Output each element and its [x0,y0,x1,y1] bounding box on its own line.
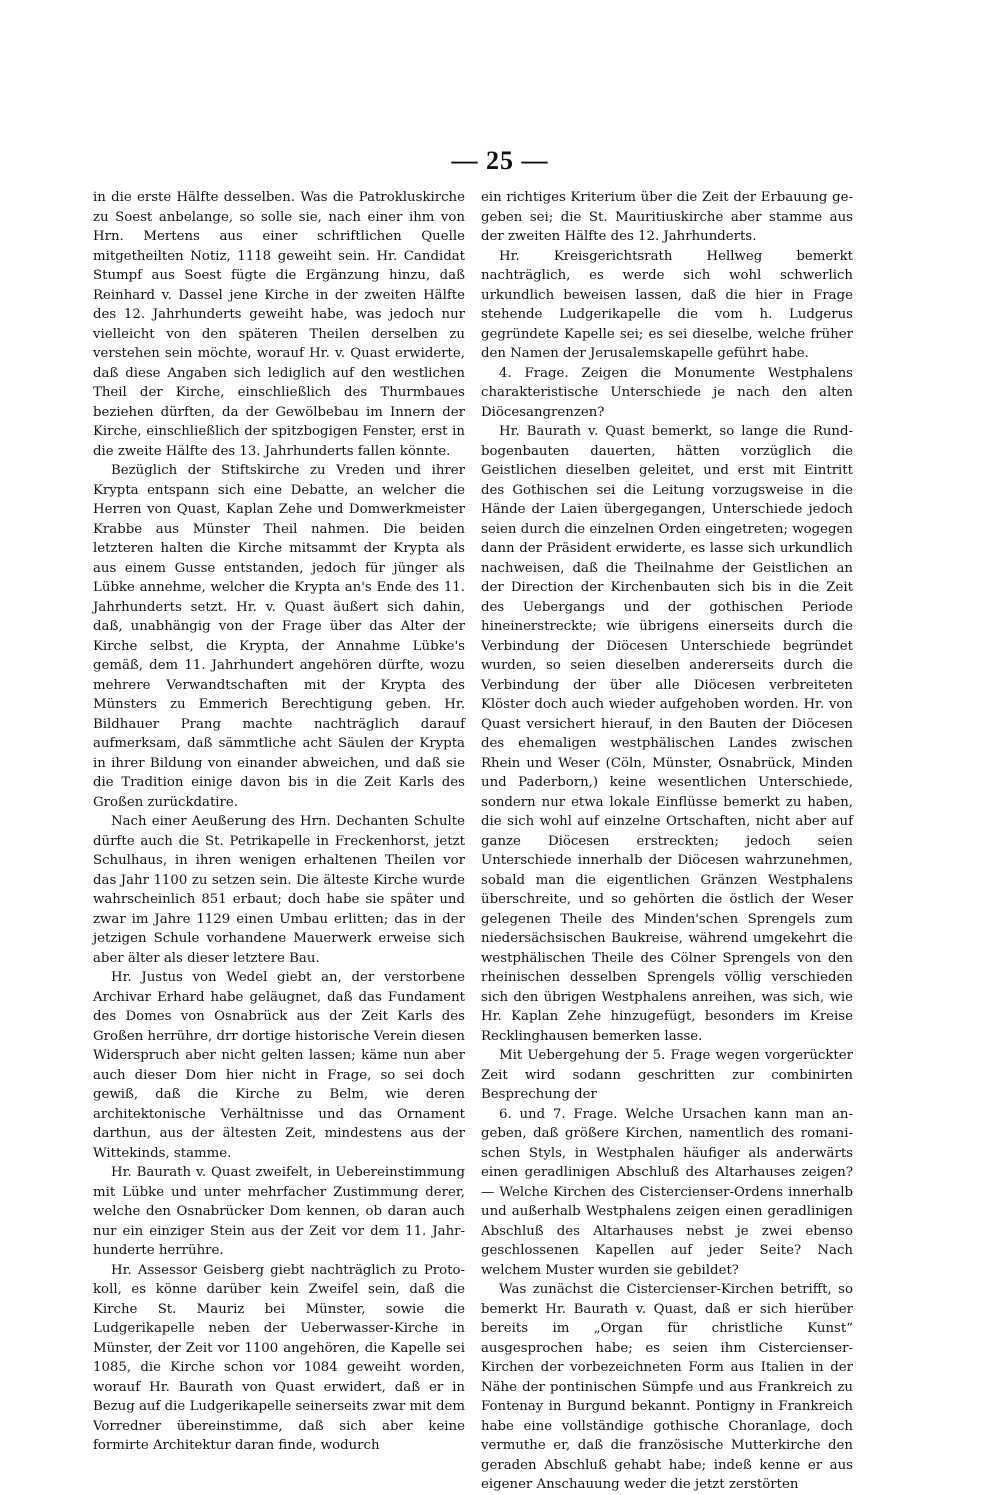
paragraph: Hr. Justus von Wedel giebt an, der verstorbene Archivar Erhard habe geläugnet, daß das Fundament des Domes von Osnabrück aus der Zeit Karls des Großen herrühre, drr dortige historische Verein diesen Widerspruch aber nicht gelten lassen; käme nun aber auch dieser Dom hier nicht in Frage, so sei doch gewiß, daß die Kirche zu Belm, wie deren architektonische Verhältnisse und das Ornament darthun, aus der ältesten Zeit, mindestens aus der Wittekinds, stamme. [93,970,465,1161]
paragraph: 6. und 7. Frage. Welche Ursachen kann man angeben, daß größere Kirchen, namentlich des romanischen Styls, in Westphalen häufiger als anderwärts einen geradlinigen Abschluß des Altarhauses zeigen? — Welche Kirchen des Cistercienser-Ordens innerhalb und außerhalb Westphalens zeigen einen geradlinigen Abschluß des Altarhauses nebst je zwei ebenso geschlossenen Kapellen auf jeder Seite? Nach welchem Muster wurden sie gebildet? [481,1106,853,1278]
page-number: — 25 — [451,146,549,175]
paragraph: Was zunächst die Cistercienser-Kirchen betrifft, so bemerkt Hr. Baurath v. Quast, daß er sich hierüber bereits im „Organ für christliche Kunst“ ausgesprochen habe; es seien ihm Cistercienser-Kirchen der vorbezeichneten Form aus Italien in der Nähe der pontinischen Sümpfe und aus Frankreich zu Fontenay in Burgund bekannt. Pontigny in Frankreich habe eine vollständige gothische Choranlage, doch vermuthe er, daß die französische Mutterkirche den geraden Abschluß gehabt habe; indeß kenne er aus eigener Anschauung weder die jetzt zerstörten [481,1282,853,1492]
column-divider [470,190,471,1240]
paragraph: 4. Frage. Zeigen die Monumente Westphalens charakteristische Unterschiede je nach den alten Diöcesangrenzen? [481,365,853,420]
paragraph: in die erste Hälfte desselben. Was die Patrokluskirche zu Soest anbelange, so solle sie, nach einer ihm von Hrn. Mertens aus einer schriftlichen Quelle mitgetheilten Notiz, 1118 geweiht sein. Hr. Candidat Stumpf aus Soest fügte die Ergänzung hinzu, daß Reinhard v. Dassel jene Kirche in der zweiten Hälfte des 12. Jahrhunderts geweiht habe, was jedoch nur vielleicht von den späteren Theilen derselben zu verstehen sein möchte, worauf Hr. v. Quast erwiderte, daß diese Angaben sich lediglich auf den westlichen Theil der Kirche, einschließlich des Thurmbaues beziehen dürften, da der Gewölbebau im Innern der Kirche, einschließlich der spitzbogigen Fenster, erst in die zweite Hälfte des 13. Jahrhunderts fallen könnte. [93,190,465,459]
paragraph: ein richtiges Kriterium über die Zeit der Erbauung gegeben sei; die St. Mauritiuskirche aber stamme aus der zweiten Hälfte des 12. Jahrhunderts. [481,190,853,244]
paragraph: Mit Uebergehung der 5. Frage wegen vorgerückter Zeit wird sodann geschritten zur combinirten Besprechung der [481,1048,853,1102]
paragraph: Hr. Baurath v. Quast bemerkt, so lange die Rundbogenbauten dauerten, hätten vorzüglich die Geistlichen dieselben geleitet, und erst mit Eintritt des Gothischen sei die Leitung vorzugsweise in die Hände der Laien übergegangen, Unterschiede jedoch seien durch die einzelnen Orden eingetreten; wogegen dann der Präsident erwiderte, es lasse sich urkundlich nachweisen, daß die Theilnahme der Geistlichen an der Direction der Kirchenbauten sich bis in die Zeit des Uebergangs und der gothischen Periode hineinerstreckte; wie übrigens einerseits durch die Verbindung der Diöcesen Unterschiede begründet wurden, so seien dieselben andererseits durch die Verbindung der über alle Diöcesen verbreiteten Klöster doch auch wieder aufgehoben worden. Hr. von Quast versichert hierauf, in den Bauten der Diöcesen des ehemaligen westphälischen Landes zwischen Rhein und Weser (Cöln, Münster, Osnabrück, Minden und Paderborn,) keine wesentlichen Unterschiede, sondern nur etwa lokale Einflüsse bemerkt zu haben, die sich wohl auf einzelne Ortschaften, nicht aber auf ganze Diöcesen erstreckten; jedoch seien Unterschiede innerhalb der Diöcesen wahrzunehmen, sobald man die eigentlichen Gränzen Westphalens überschreite, und so gehörten die östlich der Weser gelegenen Theile des Minden'schen Sprengels zum niedersächsischen Baukreise, während umgekehrt die westphälischen Theile des Cölner Sprengels von den rheinischen desselben Sprengels völlig verschieden sich den übrigen Westphalens anreihen, was sich, wie Hr. Kaplan Zehe hinzugefügt, besonders im Kreise Recklinghausen bemerken lasse. [481,424,853,1044]
paragraph: Hr. Kreisgerichtsrath Hellweg bemerkt nachträglich, es werde sich wohl schwerlich urkundlich beweisen lassen, daß die hier in Frage stehende Ludgerikapelle die vom h. Ludgerus gegründete Kapelle sei; es sei dieselbe, welche früher den Namen der Jerusalemskapelle geführt habe. [481,248,853,361]
paragraph: Hr. Assessor Geisberg giebt nachträglich zu Protokoll, es könne darüber kein Zweifel sein, daß die Kirche St. Mauriz bei Münster, sowie die Ludgerikapelle neben der Ueberwasser-Kirche in Münster, der Zeit vor 1100 angehören, die Kapelle sei 1085, die Kirche schon vor 1084 geweiht worden, worauf Hr. Baurath von Quast erwidert, daß er in Bezug auf die Ludgerikapelle seinerseits zwar mit dem Vorredner übereinstimme, daß sich aber keine formirte Architektur daran finde, wodurch [93,1262,465,1453]
paragraph: Nach einer Aeußerung des Hrn. Dechanten Schulte dürfte auch die St. Petrikapelle in Freckenhorst, jetzt Schulhaus, in ihren wenigen erhaltenen Theilen vor das Jahr 1100 zu setzen sein. Die älteste Kirche wurde wahrscheinlich 851 erbaut; doch habe sie später und zwar im Jahre 1129 einen Umbau erlitten; das in der jetzigen Schule vorhandene Mauerwerk erweise sich aber älter als dieser letztere Bau. [93,814,465,966]
left-column [93,188,465,1456]
paragraph: Hr. Baurath v. Quast zweifelt, in Uebereinstimmung mit Lübke und unter mehrfacher Zustimmung derer, welche den Osnabrücker Dom kennen, ob daran auch nur ein einziger Stein aus der Zeit vor dem 11. Jahrhunderte herrühre. [93,1165,465,1258]
paragraph: Bezüglich der Stiftskirche zu Vreden und ihrer Krypta entspann sich eine Debatte, an welcher die Herren von Quast, Kaplan Zehe und Domwerkmeister Krabbe aus Münster Theil nahmen. Die beiden letzteren halten die Kirche mitsammt der Krypta als aus einem Gusse entstanden, jedoch für jünger als Lübke annehme, welcher die Krypta an's Ende des 11. Jahrhunderts setzt. Hr. v. Quast äußert sich dahin, daß, unabhängig von der Frage über das Alter der Kirche selbst, die Krypta, der Annahme Lübke's gemäß, dem 11. Jahrhundert angehören dürfte, wozu mehrere Verwandtschaften mit der Krypta des Münsters zu Emmerich Berechtigung geben. Hr. Bildhauer Prang machte nachträglich darauf aufmerksam, daß sämmtliche acht Säulen der Krypta in ihrer Bildung von einander abweichen, und daß sie die Tradition einige davon bis in die Zeit Karls des Großen zurückdatire. [93,463,465,810]
right-column [481,188,853,1495]
